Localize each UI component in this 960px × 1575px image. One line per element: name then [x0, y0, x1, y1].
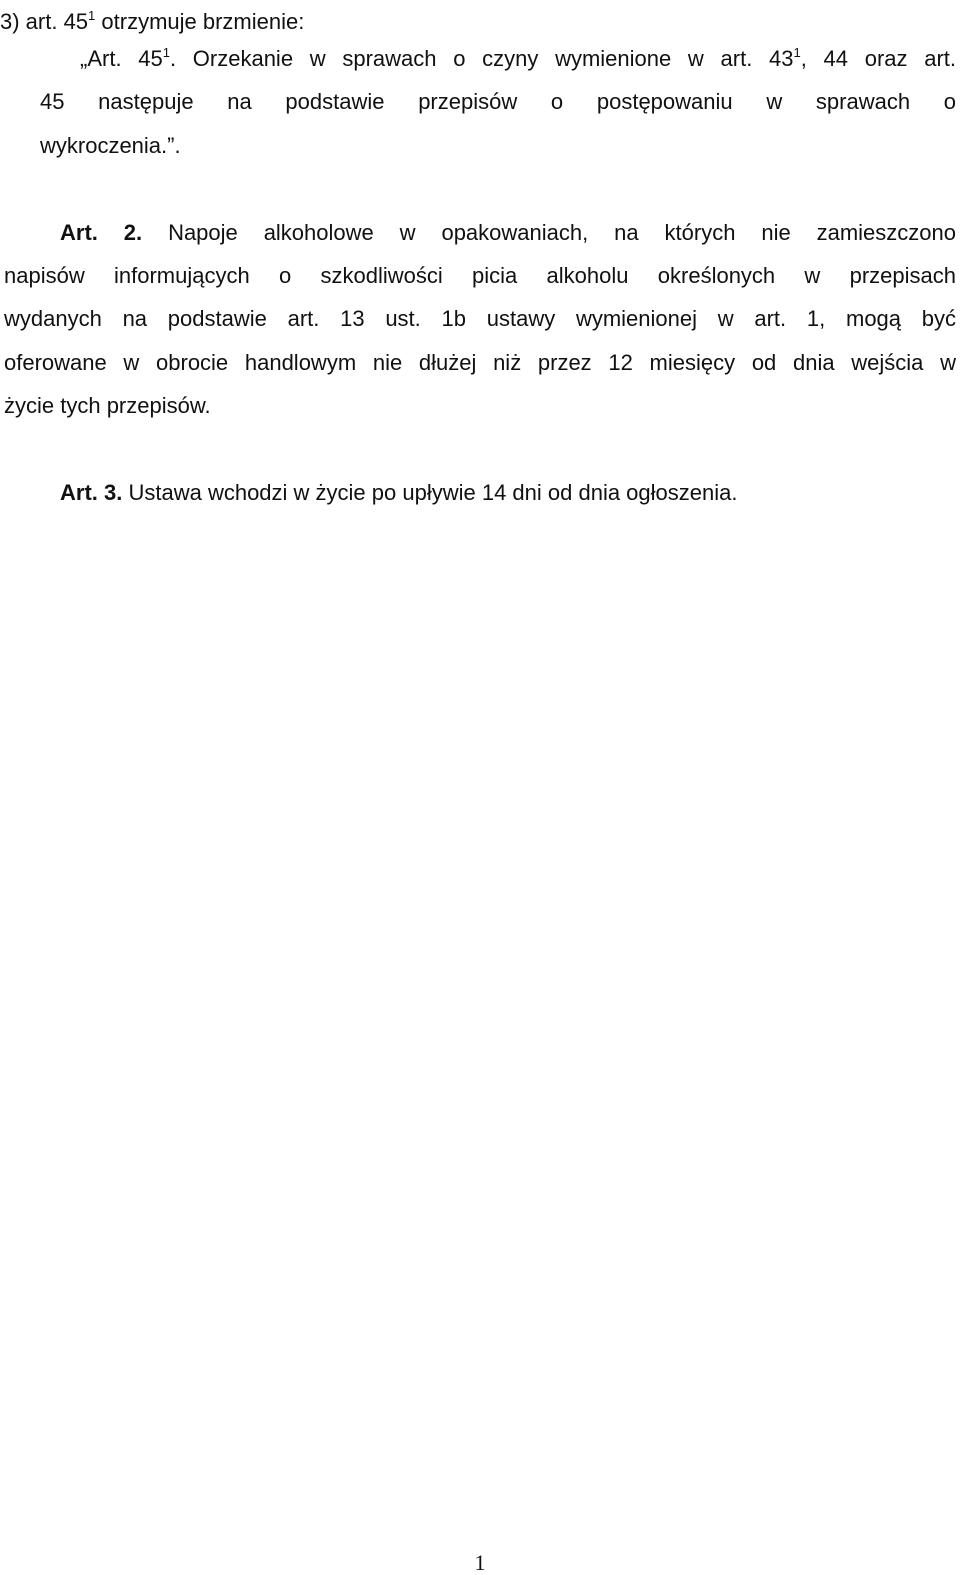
quoted-article-line-1: „Art. $45^1$. Orzekanie w sprawach o czyny wymienione w art. $43^1$, 44 oraz art. [80, 45, 956, 71]
amendment-intro: 3) art. $45^1$ otrzymuje brzmienie: [0, 8, 305, 34]
art2-label: Art. 2. [60, 220, 143, 245]
art2-line-5: życie tych przepisów. [4, 393, 211, 418]
art3-label: Art. 3. [60, 480, 123, 505]
art2-line-3: wydanych na podstawie art. 13 ust. 1b ustawy wymienionej w art. 1, mogą być [4, 306, 956, 331]
quoted-article-line-3: wykroczenia.”. [40, 133, 181, 158]
art2-line-1: Art. 2. Napoje alkoholowe w opakowaniach, na których nie zamieszczono [60, 220, 956, 245]
art2-line-4: oferowane w obrocie handlowym nie dłużej niż przez 12 miesięcy od dnia wejścia w [4, 350, 956, 375]
art2-line-2: napisów informujących o szkodliwości picia alkoholu określonych w przepisach [4, 263, 956, 288]
art3-paragraph: Art. 3. Ustawa wchodzi w życie po upływie 14 dni od dnia ogłoszenia. [60, 480, 738, 505]
page-number: 1 [474, 1550, 486, 1575]
quoted-article-line-2: 45 następuje na podstawie przepisów o postępowaniu w sprawach o [40, 89, 956, 114]
